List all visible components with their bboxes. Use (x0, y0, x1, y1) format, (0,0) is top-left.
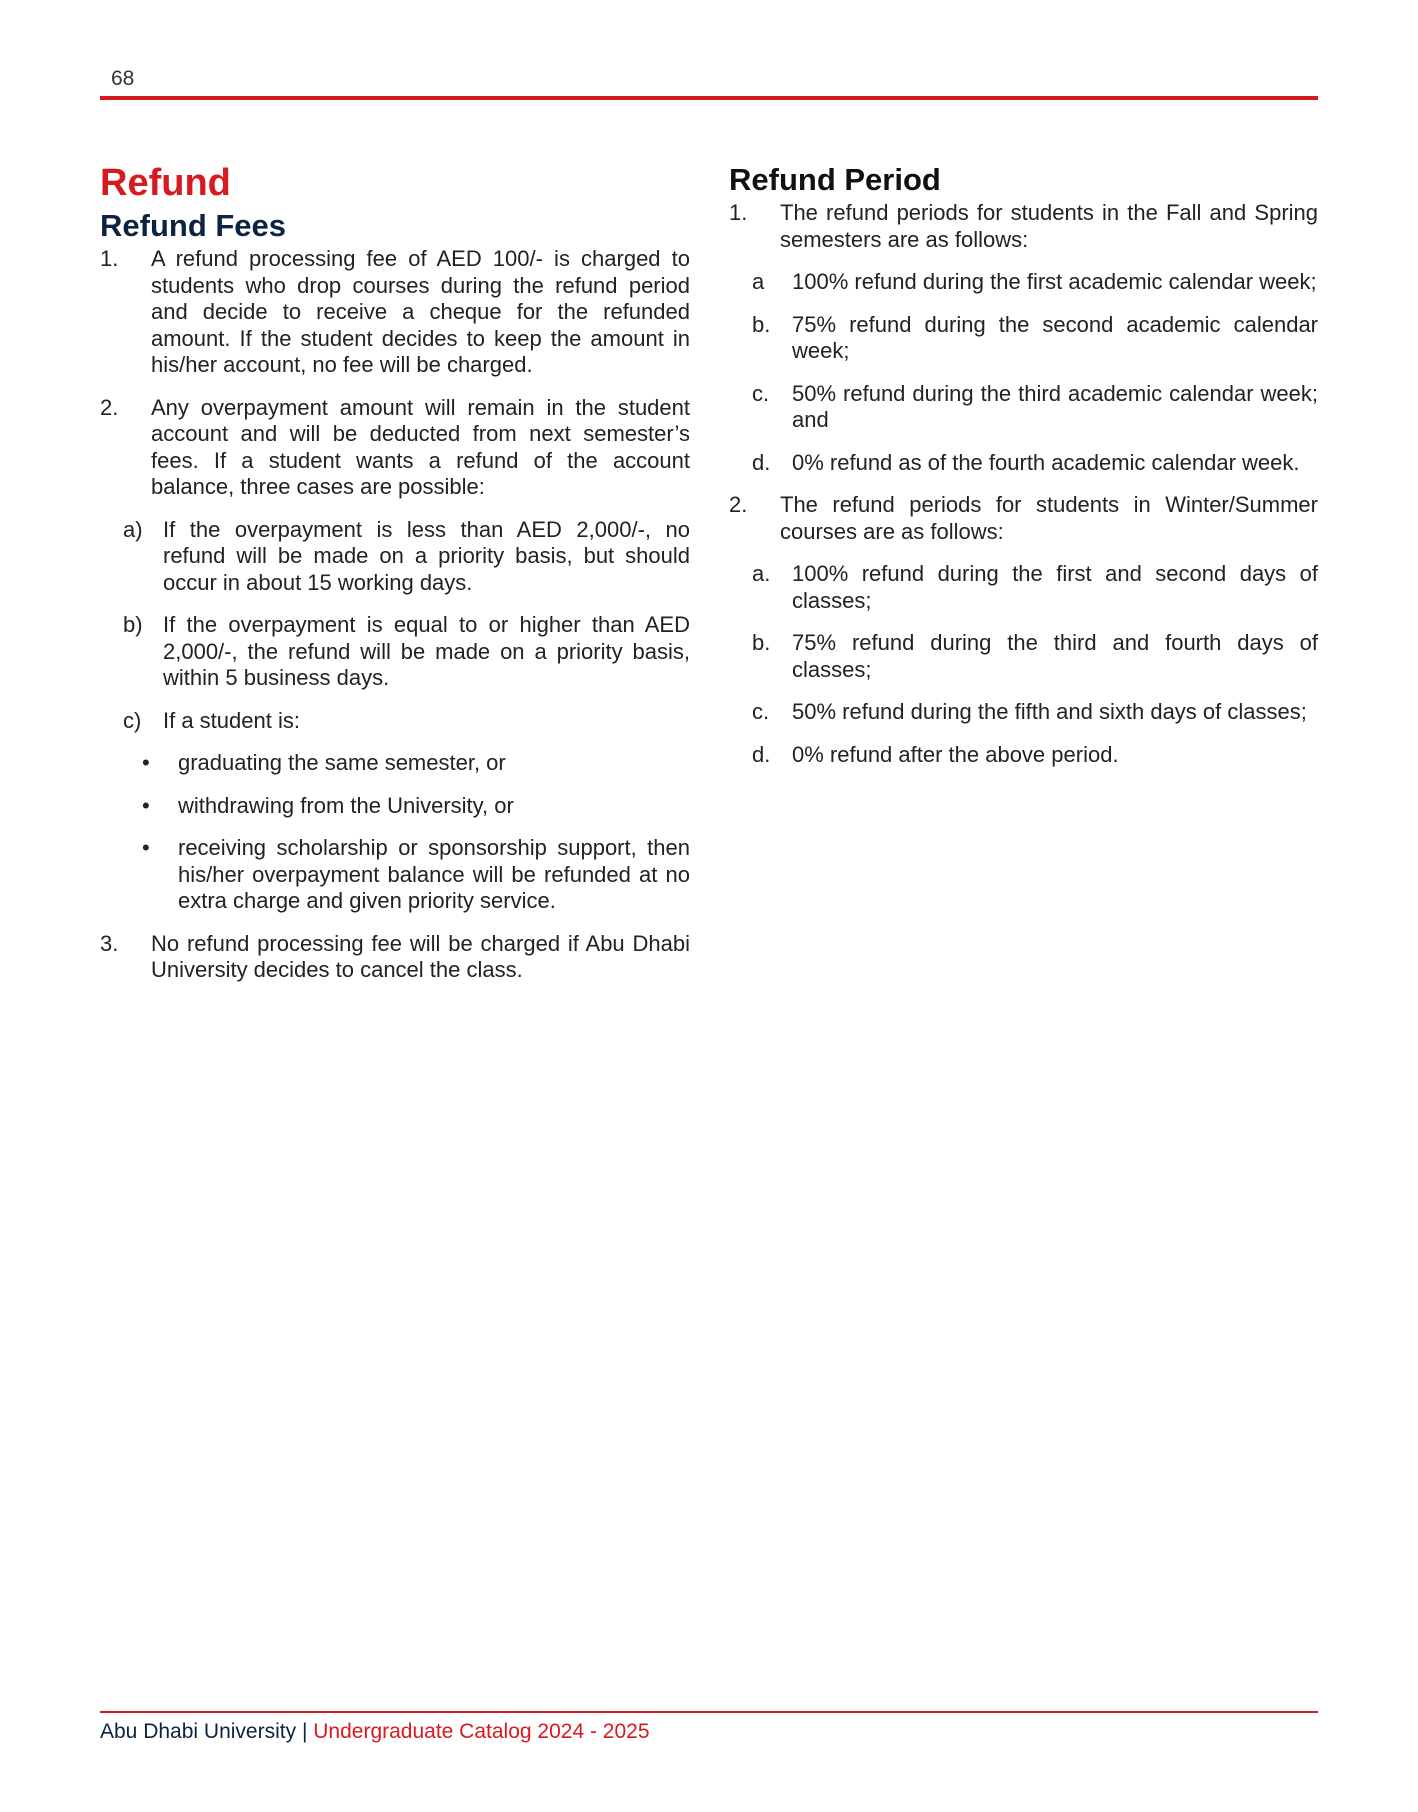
section-title: Refund (100, 162, 231, 204)
bullet-text: withdrawing from the University, or (178, 792, 514, 818)
bullet-item (100, 750, 690, 777)
case-marker: b) (123, 612, 143, 637)
sub-list-marker: b. (752, 630, 771, 655)
case-text: If the overpayment is equal to or higher than AED 2,000/-, the refund will be made on a priority basis, within 5 business days. (163, 612, 690, 690)
sub-list-text: 75% refund during the third and fourth days of classes; (792, 630, 1318, 682)
case-marker: c) (123, 707, 142, 733)
bullet-marker: • (142, 835, 150, 860)
list-item-text: Any overpayment amount will remain in the student account and will be deducted from next semester’s fees. If a student wants a refund of the account balance, three cases are possible: (151, 394, 690, 499)
sub-list-marker: d. (752, 449, 771, 475)
sub-list-marker: c. (752, 380, 770, 406)
list-marker: 1. (100, 246, 119, 271)
case-text: If the overpayment is less than AED 2,000/-, no refund will be made on a priority basis, but should occur in about 15 working days. (163, 516, 690, 595)
list-item-text: The refund periods for students in the Fall and Spring semesters are as follows: (780, 200, 1318, 252)
left-column (100, 160, 690, 1000)
case-item (100, 612, 690, 692)
case-marker: a) (123, 516, 143, 542)
list-marker: 2. (100, 394, 119, 420)
sub-list-marker: d. (752, 741, 771, 767)
bullet-text: graduating the same semester, or (178, 750, 506, 775)
list-item (100, 395, 690, 501)
sub-list-text: 0% refund as of the fourth academic calendar week. (792, 449, 1300, 475)
list-item-text: A refund processing fee of AED 100/- is charged to students who drop courses during the refund period and decide to receive a cheque for the refunded amount. If the student decides to keep the amount in his/her account, no fee will be charged. (151, 246, 690, 377)
footer (100, 1718, 650, 1746)
sub-list-text: 50% refund during the fifth and sixth days of classes; (792, 699, 1307, 724)
refund-fees-heading: Refund Fees (100, 208, 287, 243)
bullet-item (100, 835, 690, 915)
right-column (729, 160, 1318, 784)
footer-org: Abu Dhabi University (100, 1720, 297, 1743)
sub-list-text: 75% refund during the second academic calendar week; (792, 311, 1318, 363)
list-item (100, 246, 690, 379)
sub-list-text: 100% refund during the first academic calendar week; (792, 269, 1317, 294)
sub-list-item (729, 312, 1318, 365)
sub-list-item (729, 450, 1318, 477)
sub-list-marker: b. (752, 311, 771, 337)
sub-list-text: 100% refund during the first and second days of classes; (792, 561, 1318, 613)
sub-list-marker: a. (752, 561, 771, 586)
sub-list-marker: c. (752, 699, 770, 724)
page-number: 68 (111, 67, 135, 90)
refund-period-heading: Refund Period (729, 162, 941, 197)
case-item (100, 708, 690, 735)
sub-list-item (729, 699, 1318, 726)
list-marker: 3. (100, 930, 119, 956)
list-marker: 1. (729, 200, 748, 225)
footer-separator: | (301, 1720, 308, 1743)
list-item (729, 492, 1318, 545)
footer-catalog: Undergraduate Catalog 2024 - 2025 (313, 1720, 650, 1743)
sub-list-item (729, 381, 1318, 434)
sub-list-item (729, 269, 1318, 296)
list-item-text: The refund periods for students in Winter/Summer courses are as follows: (780, 492, 1318, 544)
case-item (100, 517, 690, 597)
bullet-item (100, 793, 690, 820)
footer-divider (100, 1711, 1318, 1713)
bullet-marker: • (142, 750, 150, 775)
sub-list-marker: a (752, 269, 765, 294)
list-marker: 2. (729, 492, 748, 517)
sub-list-text: 0% refund after the above period. (792, 741, 1119, 767)
bullet-marker: • (142, 792, 150, 818)
header-divider (100, 96, 1318, 100)
list-item (100, 931, 690, 984)
sub-list-item (729, 742, 1318, 769)
sub-list-item (729, 630, 1318, 683)
sub-list-item (729, 561, 1318, 614)
sub-list-text: 50% refund during the third academic calendar week; and (792, 380, 1318, 432)
list-item-text: No refund processing fee will be charged if Abu Dhabi University decides to cancel the class. (151, 930, 690, 982)
list-item (729, 200, 1318, 253)
bullet-text: receiving scholarship or sponsorship support, then his/her overpayment balance will be refunded at no extra charge and given priority service. (178, 835, 690, 913)
case-text: If a student is: (163, 707, 300, 733)
